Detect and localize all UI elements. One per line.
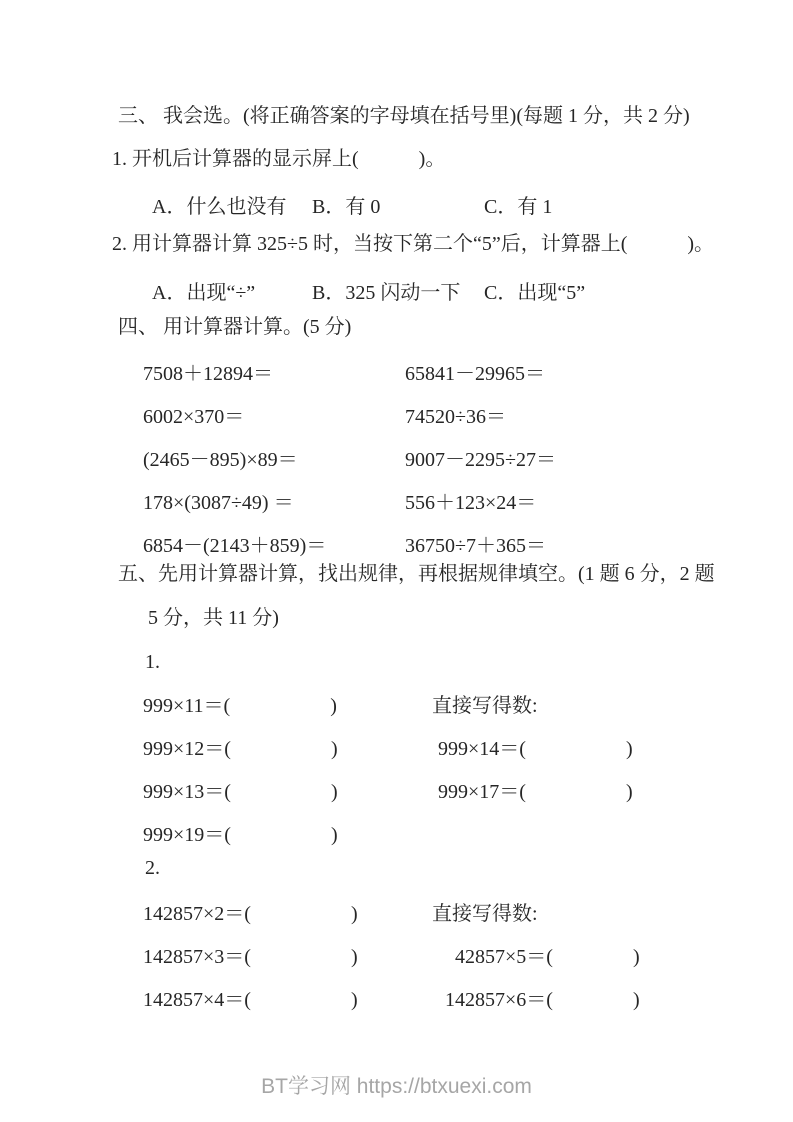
blank-equation: 999×14＝( ) xyxy=(438,738,633,760)
pattern-row xyxy=(0,689,793,732)
equation-row xyxy=(0,357,793,400)
direct-answer-label: 直接写得数: xyxy=(432,903,538,925)
pattern-row xyxy=(0,897,793,940)
section-five-heading-line1: 五、先用计算器计算，找出规律，再根据规律填空。(1 题 6 分，2 题 xyxy=(118,563,715,585)
site-watermark: BT学习网 https://btxuexi.com xyxy=(261,1075,532,1098)
blank-equation: 142857×4＝( ) xyxy=(143,989,358,1011)
equation: 6002×370＝ xyxy=(143,406,245,428)
question-1-option-c: C．有 1 xyxy=(484,196,553,218)
blank-equation: 999×13＝( ) xyxy=(143,781,338,803)
blank-equation: 999×17＝( ) xyxy=(438,781,633,803)
pattern-row xyxy=(0,940,793,983)
question-2-text: 2. 用计算器计算 325÷5 时，当按下第二个“5”后，计算器上( )。 xyxy=(112,233,715,255)
pattern-row xyxy=(0,818,793,861)
blank-equation: 142857×2＝( ) xyxy=(143,903,358,925)
equation: 36750÷7＋365＝ xyxy=(405,535,546,557)
equation-row xyxy=(0,486,793,529)
blank-equation: 999×12＝( ) xyxy=(143,738,338,760)
blank-equation: 142857×3＝( ) xyxy=(143,946,358,968)
section-four-heading: 四、 用计算器计算。(5 分) xyxy=(118,316,352,338)
equation: 556＋123×24＝ xyxy=(405,492,537,514)
pattern-row xyxy=(0,732,793,775)
equation-row xyxy=(0,400,793,443)
pattern-row xyxy=(0,775,793,818)
question-2-option-b: B．325 闪动一下 xyxy=(312,282,461,304)
section-three-heading: 三、 我会选。(将正确答案的字母填在括号里)(每题 1 分，共 2 分) xyxy=(118,105,690,127)
section-five-heading-line2: 5 分，共 11 分) xyxy=(148,607,279,629)
blank-equation: 142857×6＝( ) xyxy=(445,989,640,1011)
equation: (2465－895)×89＝ xyxy=(143,449,298,471)
pattern-2-number: 2. xyxy=(145,857,160,879)
pattern-2-rows xyxy=(0,897,793,1026)
question-2-option-c: C．出现“5” xyxy=(484,282,586,304)
equation: 178×(3087÷49) ＝ xyxy=(143,492,294,514)
question-1-option-a: A．什么也没有 xyxy=(152,196,287,218)
direct-answer-label: 直接写得数: xyxy=(432,695,538,717)
blank-equation: 999×11＝( ) xyxy=(143,695,337,717)
question-1-text: 1. 开机后计算器的显示屏上( )。 xyxy=(112,148,446,170)
equation-row xyxy=(0,443,793,486)
equation: 74520÷36＝ xyxy=(405,406,506,428)
pattern-1-rows xyxy=(0,689,793,861)
equation: 9007－2295÷27＝ xyxy=(405,449,556,471)
pattern-row xyxy=(0,983,793,1026)
equation: 65841－29965＝ xyxy=(405,363,545,385)
equation: 7508＋12894＝ xyxy=(143,363,273,385)
equation: 6854－(2143＋859)＝ xyxy=(143,535,327,557)
blank-equation: 42857×5＝( ) xyxy=(455,946,640,968)
pattern-1-number: 1. xyxy=(145,651,160,673)
blank-equation: 999×19＝( ) xyxy=(143,824,338,846)
question-1-options xyxy=(0,190,793,216)
question-2-options xyxy=(0,276,793,302)
question-1-option-b: B．有 0 xyxy=(312,196,381,218)
section-four-equations xyxy=(0,357,793,572)
question-2-option-a: A．出现“÷” xyxy=(152,282,256,304)
